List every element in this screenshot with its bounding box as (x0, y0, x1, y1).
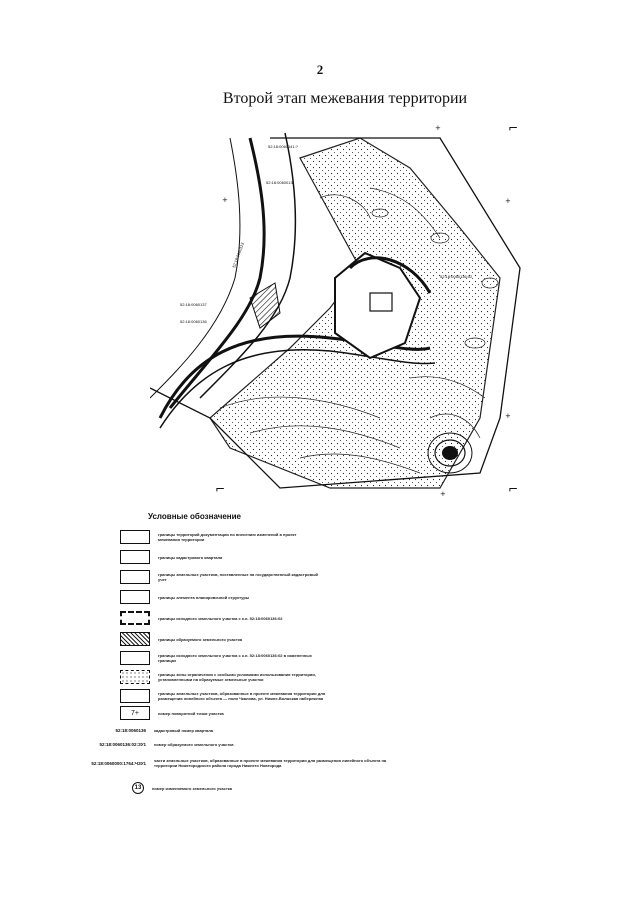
legend-swatch-hatch (120, 632, 150, 646)
parcel-label-3: 52:18:0060137 (180, 302, 207, 307)
plus-icon: + (134, 709, 139, 717)
corner-mark-top-right: ⌐ (508, 121, 519, 135)
corner-mark-bottom-right: ⌐ (508, 482, 519, 496)
hatched-parcel (250, 283, 280, 328)
legend-bottom-item: 13 номер изменяемого земельного участка (132, 782, 232, 794)
legend-bottom-item: 52:18:0060136 кадастровый номер квартала (115, 728, 214, 733)
legend-item: границы земельных участков, поставленных на государственный кадастровый учет (120, 570, 318, 584)
legend-item: границы земельных участков, образованных в проекте межевания территории для размещения линейного объекта — поля Чкалова, ул. Нижне-Волжская набережная (120, 689, 333, 703)
parcel-label-4: 52:18:0060136 (180, 319, 207, 324)
legend-swatch (120, 651, 150, 665)
legend-item: границы исходного земельного участка с к.н. 52:18:0060136:02 (120, 611, 318, 625)
svg-text:+: + (440, 490, 446, 498)
legend-swatch (120, 570, 150, 584)
legend-swatch (120, 590, 150, 604)
parcel-label-6: 52:18:0060136:02 (440, 274, 473, 279)
legend-swatch-dotted (120, 670, 150, 684)
legend-item: 7 + номер поворотной точки участка (120, 706, 318, 720)
svg-text:+: + (435, 124, 441, 132)
legend-swatch-point: 7 + (120, 706, 150, 720)
corner-mark-bottom-left: ⌐ (215, 482, 226, 496)
legend-swatch (120, 530, 150, 544)
legend-item: границы зоны ограничения с особыми условиями использования территории, установленными на образуемые земельные участки (120, 670, 318, 684)
legend-item: границы исходного земельного участка с к.н. 52:18:0060136:02 в измененных границах (120, 651, 318, 665)
legend-item: границы элемента планировочной структуры (120, 590, 318, 604)
svg-text:+: + (222, 196, 228, 204)
legend-item: границы территорий документации по внесению изменений в проект межевания территории (120, 530, 318, 544)
legend-bottom-item: 52:18:0060000:1764:ЧЗУ1 части земельных участков, образованные в проекте межевания территории для размещения линейного объекта на территории Нижегородского района города Нижнего Новгорода (91, 758, 387, 768)
parcel-label-1: 52:18:0060141:? (268, 144, 299, 149)
page-title: Второй этап межевания территории (222, 90, 468, 107)
parcel-label-2: 52:18:0060013 (266, 180, 293, 185)
legend-bottom-item: 52:18:0060136:02:ЗУ1 номер образуемого земельного участка (99, 742, 234, 747)
legend-title: Условные обозначение (148, 512, 241, 521)
svg-text:+: + (505, 197, 511, 205)
parcel-label-5: 52:18:0060113 (231, 241, 245, 269)
legend-swatch (120, 689, 150, 703)
page-number: 2 (316, 62, 324, 77)
legend-swatch (120, 550, 150, 564)
svg-text:+: + (505, 412, 511, 420)
parcel-number-circle: 13 (132, 782, 144, 794)
legend-swatch-dashed (120, 611, 150, 625)
survey-map (150, 118, 530, 503)
legend-item: границы образуемого земельного участка (120, 632, 318, 646)
legend-item: границы кадастрового квартала (120, 550, 318, 564)
